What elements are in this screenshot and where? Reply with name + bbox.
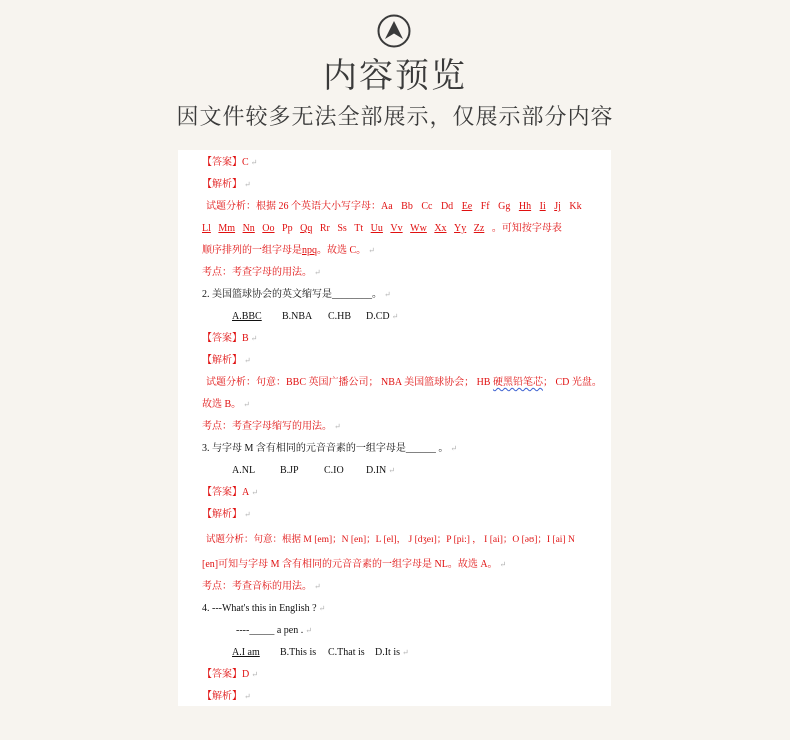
q4-answer: 【答案】D ↵ (202, 669, 258, 680)
q1-analysis-row3: 顺序排列的一组字母是npq。故选 C。 ↵ (202, 245, 375, 256)
q3-analysis-line1: 试题分析：句意：根据 M [em]；N [en]；L [el]， J [dʒeɪ]；P [pi:] ， I [ai]；O [əʊ]；I [ai] N (206, 535, 575, 545)
q1-analysis-row2: Ll Mm Nn Oo Pp Qq Rr Ss Tt Uu Vv Ww Xx Yy Zz 。可知按字母表 (202, 223, 562, 234)
q2-analysis-label: 【解析】 ↵ (202, 355, 251, 366)
q4-analysis-label: 【解析】 ↵ (202, 691, 251, 702)
q2-point: 考点：考查字母缩写的用法。 ↵ (202, 421, 341, 432)
letter-pair: Xx (434, 223, 447, 234)
q3-analysis-line2: [en]可知与字母 M 含有相同的元音音素的一组字母是 NL。故选 A。 ↵ (202, 559, 507, 570)
letter-pair: Cc (421, 201, 433, 212)
q4-stem: 4. ---What's this in English ? ↵ (202, 603, 326, 614)
q3-answer: 【答案】A ↵ (202, 487, 258, 498)
chevron-up-circle-icon (377, 14, 411, 48)
page-subtitle: 因文件较多无法全部展示，仅展示部分内容 (176, 105, 614, 130)
q1-analysis-label: 【解析】 ↵ (202, 179, 251, 190)
letter-pair: Jj (554, 201, 561, 212)
letter-pair: Kk (569, 201, 582, 212)
letter-pair: Mm (218, 223, 236, 234)
letter-pair: Ll (202, 223, 211, 234)
letter-pair: Gg (498, 201, 511, 212)
letter-pair: Tt (354, 223, 364, 234)
letter-pair: Qq (300, 223, 313, 234)
letter-pair: Ff (480, 201, 490, 212)
q1-answer: 【答案】C ↵ (202, 157, 258, 168)
q3-point: 考点：考查音标的用法。 ↵ (202, 581, 321, 592)
letter-pair: Rr (319, 223, 330, 234)
document-preview (178, 150, 611, 706)
letter-pair: Uu (370, 223, 383, 234)
page-title: 内容预览 (323, 56, 467, 96)
q1-point: 考点：考查字母的用法。 ↵ (202, 267, 321, 278)
letter-pair: Vv (390, 223, 403, 234)
letter-pair: Ii (539, 201, 546, 212)
q2-answer: 【答案】B ↵ (202, 333, 258, 344)
letter-pair: Hh (518, 201, 532, 212)
letter-pair: Ee (461, 201, 473, 212)
q3-options: A.NL B.JP C.IO D.IN ↵ (232, 465, 395, 476)
q2-analysis-line1: 试题分析：句意：BBC 英国广播公司； NBA 美国篮球协会； HB 硬黑铅笔芯； CD 光盘。 (206, 377, 602, 388)
letter-pair: Oo (262, 223, 275, 234)
letter-pair: Nn (242, 223, 255, 234)
letter-pair: Bb (401, 201, 413, 212)
letter-pair: Ww (410, 223, 427, 234)
q3-stem: 3. 与字母 M 含有相同的元音音素的一组字母是______ 。 ↵ (202, 443, 458, 454)
q2-analysis-line2: 故选 B。 ↵ (202, 399, 250, 410)
letter-pair: Yy (454, 223, 467, 234)
q4-reply: ----_____ a pen . ↵ (236, 625, 312, 636)
q4-options: A.I am B.This is C.That is D.It is ↵ (232, 647, 409, 658)
letter-pair: Zz (473, 223, 485, 234)
q2-options: A.BBC B.NBA C.HB D.CD ↵ (232, 311, 399, 322)
letter-pair: Aa (381, 201, 393, 212)
q1-analysis-row1: 试题分析：根据 26 个英语大小写字母：Aa Bb Cc Dd Ee Ff Gg Hh Ii Jj Kk (206, 201, 582, 212)
letter-pair: Dd (440, 201, 454, 212)
q2-stem: 2. 美国篮球协会的英文缩写是________。 ↵ (202, 289, 391, 300)
letter-pair: Pp (282, 223, 293, 234)
q3-analysis-label: 【解析】 ↵ (202, 509, 251, 520)
letter-pair: Ss (337, 223, 347, 234)
